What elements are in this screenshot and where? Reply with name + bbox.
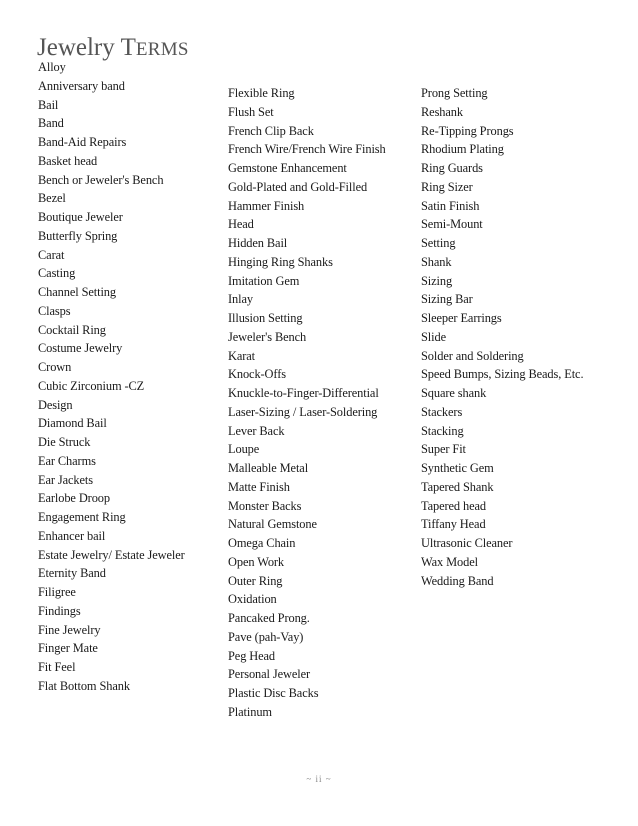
glossary-term: Inlay [228,292,253,307]
glossary-term: Fit Feel [38,660,76,674]
glossary-term: Channel Setting [38,285,116,299]
glossary-term: Gemstone Enhancement [228,161,347,175]
glossary-term: Ring Guards [421,161,483,175]
glossary-term: Flush Set [228,104,274,119]
glossary-term: Semi-Mount [421,217,483,232]
glossary-term: Shank [421,254,452,269]
glossary-term: Ring Sizer [421,179,473,194]
glossary-term: Wax Model [421,554,478,569]
glossary-term: Findings [38,603,81,618]
glossary-term: Slide [421,329,446,344]
glossary-term: Cocktail Ring [38,322,106,337]
glossary-term: Monster Backs [228,498,302,513]
glossary-term: Costume Jewelry [38,341,123,356]
glossary-term: Fine Jewelry [38,622,101,637]
glossary-term: Outer Ring [228,573,283,588]
glossary-term: Hinging Ring Shanks [228,254,333,269]
glossary-term: Clasps [38,303,71,318]
glossary-term: Tapered head [421,498,487,513]
glossary-term: Imitation Gem [228,273,300,288]
glossary-term: Die Struck [38,435,91,449]
glossary-term: Earlobe Droop [38,491,110,506]
glossary-term: Knock-Offs [228,367,286,382]
glossary-term: Oxidation [228,592,277,607]
glossary-term: Knuckle-to-Finger-Differential [228,386,379,400]
glossary-term: Laser-Sizing / Laser-Soldering [228,404,378,419]
glossary-term: Carat [38,247,65,262]
glossary-term: Pancaked Prong. [228,611,310,625]
glossary-term: Design [38,397,73,412]
glossary-term: Natural Gemstone [228,517,317,532]
glossary-term: Synthetic Gem [421,461,494,475]
glossary-term: Crown [38,360,72,374]
glossary-term: Bezel [38,191,66,206]
glossary-term: Loupe [228,442,260,457]
glossary-term: Cubic Zirconium -CZ [38,378,145,393]
glossary-term: Enhancer bail [38,528,106,543]
glossary-term: Matte Finish [228,479,290,494]
glossary-term: Sleeper Earrings [421,311,502,325]
glossary-term: Plastic Disc Backs [228,686,319,700]
page-number: ~ ii ~ [306,774,332,784]
glossary-term: Sizing [421,273,453,288]
glossary-term: Eternity Band [38,566,106,581]
glossary-term: Sizing Bar [421,292,473,307]
glossary-term: Solder and Soldering [421,348,524,363]
glossary-term: Anniversary band [38,78,125,93]
title-initial: T [120,34,136,61]
glossary-term: French Clip Back [228,123,314,138]
glossary-term: Personal Jeweler [228,667,311,682]
glossary-term: Platinum [228,704,272,719]
glossary-term: Ear Charms [38,453,96,468]
glossary-term: Hidden Bail [228,236,288,250]
glossary-term: Bench or Jeweler's Bench [38,172,164,187]
glossary-term: Jeweler's Bench [228,329,307,344]
glossary-term: Setting [421,236,456,250]
glossary-term: Prong Setting [421,86,488,100]
glossary-term: Karat [228,348,256,363]
glossary-term: Filigree [38,585,76,599]
glossary-term: Flat Bottom Shank [38,678,130,693]
glossary-term: Stackers [421,404,463,419]
glossary-term: Butterfly Spring [38,228,118,243]
glossary-term: Lever Back [228,423,285,438]
glossary-term: Engagement Ring [38,510,126,524]
terms-column-2 [228,84,386,722]
glossary-term: Diamond Bail [38,416,107,431]
glossary-term: Boutique Jeweler [38,210,123,224]
glossary-term: Malleable Metal [228,461,309,475]
glossary-term: Wedding Band [421,573,494,588]
glossary-term: Open Work [228,554,285,569]
glossary-term: Band-Aid Repairs [38,135,127,149]
glossary-term: Omega Chain [228,536,296,550]
glossary-term: Tapered Shank [421,479,494,494]
glossary-term: Satin Finish [421,198,480,213]
glossary-term: Bail [38,97,59,112]
title-smallcaps: ERMS [135,39,189,60]
glossary-term: Pave (pah-Vay) [228,629,304,644]
glossary-term: Tiffany Head [421,517,486,532]
glossary-term: Estate Jewelry/ Estate Jeweler [38,547,185,562]
glossary-term: Band [38,116,64,131]
glossary-term: Casting [38,266,76,281]
glossary-term: Illusion Setting [228,311,303,325]
glossary-term: Reshank [421,104,463,119]
glossary-term: Ultrasonic Cleaner [421,536,513,550]
title-word-jewelry: Jewelry [37,34,115,61]
glossary-term: Ear Jackets [38,472,93,487]
glossary-term: Basket head [38,153,98,168]
glossary-term: Gold-Plated and Gold-Filled [228,179,368,194]
glossary-term: Head [228,217,254,232]
glossary-term: Super Fit [421,442,466,457]
glossary-term: French Wire/French Wire Finish [228,142,386,157]
glossary-term: Re-Tipping Prongs [421,123,514,138]
glossary-term: Peg Head [228,648,276,663]
glossary-term: Square shank [421,386,487,400]
glossary-term: Alloy [38,60,66,74]
glossary-term: Rhodium Plating [421,142,504,157]
terms-column-1 [38,58,185,696]
terms-column-3 [421,84,583,590]
glossary-term: Hammer Finish [228,198,305,213]
glossary-term: Flexible Ring [228,86,295,100]
glossary-term: Stacking [421,423,464,438]
glossary-term: Finger Mate [38,641,98,656]
glossary-term: Speed Bumps, Sizing Beads, Etc. [421,367,584,382]
